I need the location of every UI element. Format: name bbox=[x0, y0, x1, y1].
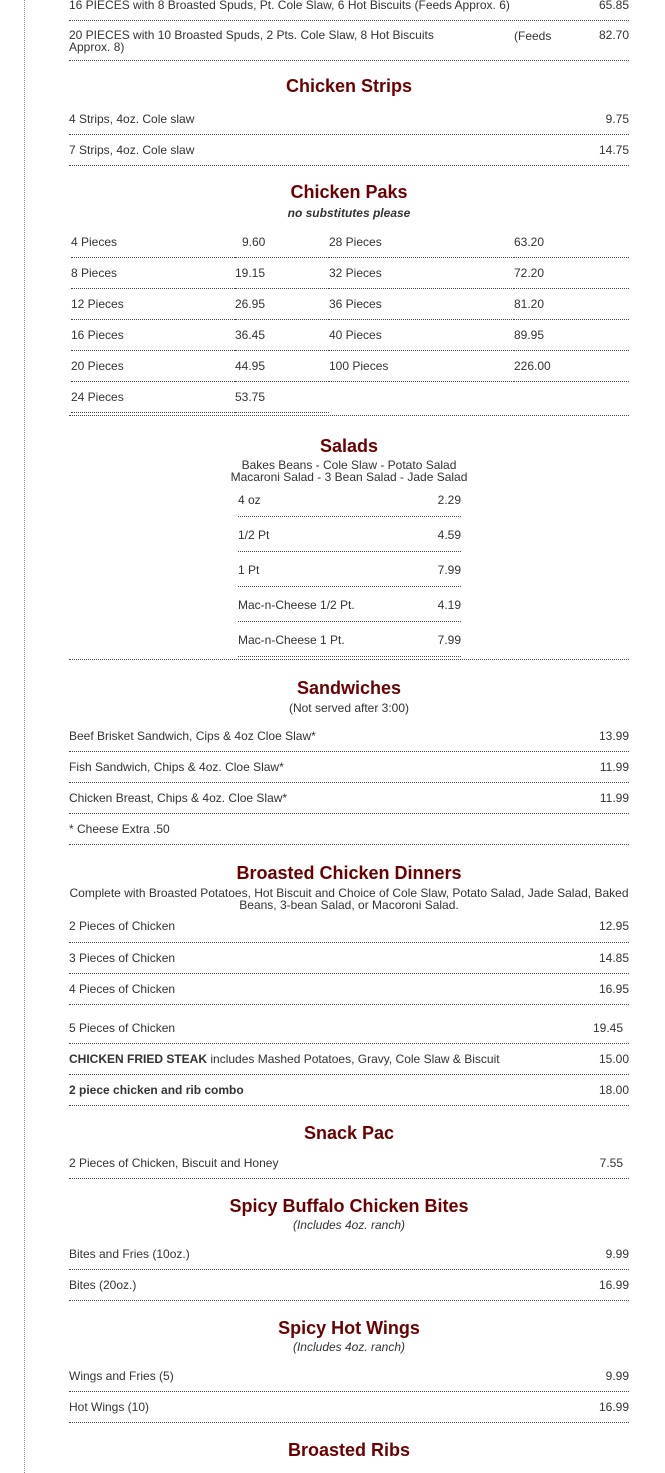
section-divider bbox=[69, 415, 629, 416]
item-name: Hot Wings (10) bbox=[69, 1400, 150, 1414]
menu-item bbox=[69, 721, 629, 752]
section-title-strips: Chicken Strips bbox=[285, 76, 413, 96]
menu-item bbox=[69, 974, 629, 1005]
menu-item bbox=[238, 587, 461, 622]
item-name: 4 oz bbox=[238, 493, 261, 507]
pak-count: 4 Pieces bbox=[71, 227, 235, 258]
pak-count: 12 Pieces bbox=[71, 289, 235, 320]
salad-size-table bbox=[238, 482, 461, 657]
section-title-bites: Spicy Buffalo Chicken Bites bbox=[229, 1196, 469, 1216]
menu-item bbox=[238, 482, 461, 517]
pak-price bbox=[514, 382, 629, 413]
item-price: 7.55 bbox=[599, 1156, 623, 1170]
menu-item bbox=[69, 752, 629, 783]
pak-count: 16 Pieces bbox=[71, 320, 235, 351]
menu-item bbox=[238, 552, 461, 587]
menu-item bbox=[69, 911, 629, 943]
menu-item bbox=[238, 622, 461, 657]
pak-price: 19.15 bbox=[235, 258, 329, 289]
item-name: Bites (20oz.) bbox=[69, 1278, 137, 1292]
item-name: Wings and Fries (5) bbox=[69, 1369, 174, 1383]
item-description: includes Mashed Potatoes, Gravy, Cole Slaw & Biscuit bbox=[207, 1052, 500, 1066]
item-name: 7 Strips, 4oz. Cole slaw bbox=[69, 143, 195, 157]
item-name: 4 Strips, 4oz. Cole slaw bbox=[69, 112, 195, 126]
menu-item bbox=[69, 104, 629, 135]
pak-count: 36 Pieces bbox=[329, 289, 514, 320]
item-price: 11.99 bbox=[599, 760, 629, 774]
menu-item bbox=[69, 1361, 629, 1392]
item-price: 16.99 bbox=[598, 1400, 629, 1414]
menu-item bbox=[69, 1239, 629, 1270]
item-price: 9.99 bbox=[605, 1247, 629, 1261]
section-title-ribs: Broasted Ribs bbox=[287, 1440, 411, 1460]
menu-item bbox=[69, 1075, 629, 1106]
item-price: 4.59 bbox=[437, 528, 461, 542]
item-name: Mac-n-Cheese 1 Pt. bbox=[238, 633, 345, 647]
menu-item bbox=[69, 943, 629, 974]
salad-list-1: Bakes Beans - Cole Slaw - Potato Salad bbox=[241, 458, 457, 472]
item-price: 7.99 bbox=[437, 563, 461, 577]
pak-price: 63.20 bbox=[514, 227, 629, 258]
menu-page bbox=[69, 0, 629, 1461]
item-price: 4.19 bbox=[437, 598, 461, 612]
section-note: no substitutes please bbox=[287, 206, 411, 220]
paks-table bbox=[71, 227, 629, 413]
menu-item bbox=[238, 517, 461, 552]
menu-item bbox=[69, 1148, 629, 1179]
item-name: * Cheese Extra .50 bbox=[69, 822, 170, 836]
item-price: 16.95 bbox=[598, 982, 629, 996]
menu-item bbox=[69, 1005, 629, 1044]
menu-item bbox=[69, 21, 629, 61]
item-price: 12.95 bbox=[598, 919, 629, 933]
item-price: 13.99 bbox=[598, 729, 629, 743]
item-price: 7.99 bbox=[437, 633, 461, 647]
pak-count: 32 Pieces bbox=[329, 258, 514, 289]
item-price: 9.99 bbox=[605, 1369, 629, 1383]
item-price: 14.75 bbox=[598, 143, 629, 157]
item-name: Bites and Fries (10oz.) bbox=[69, 1247, 190, 1261]
item-feeds-2: Approx. 8) bbox=[69, 40, 125, 54]
item-price: 65.85 bbox=[598, 0, 629, 12]
menu-item bbox=[69, 1044, 629, 1075]
item-name: 1 Pt bbox=[238, 563, 260, 577]
item-price: 19.45 bbox=[592, 1021, 623, 1035]
pak-price: 9.60 bbox=[235, 227, 329, 258]
item-name: 16 PIECES with 8 Broasted Spuds, Pt. Cole Slaw, 6 Hot Biscuits (Feeds Approx. 6) bbox=[69, 0, 510, 12]
pak-count bbox=[329, 382, 514, 413]
item-price: 15.00 bbox=[598, 1052, 629, 1066]
pak-price: 26.95 bbox=[235, 289, 329, 320]
section-title-dinners: Broasted Chicken Dinners bbox=[236, 863, 462, 883]
item-name: 1/2 Pt bbox=[238, 528, 270, 542]
item-name: Mac-n-Cheese 1/2 Pt. bbox=[238, 598, 355, 612]
item-name: Beef Brisket Sandwich, Cips & 4oz Cloe Slaw* bbox=[69, 729, 316, 743]
menu-item bbox=[69, 783, 629, 814]
item-name: 2 piece chicken and rib combo bbox=[69, 1083, 244, 1097]
section-note: (Includes 4oz. ranch) bbox=[292, 1340, 406, 1354]
item-name: 2 Pieces of Chicken bbox=[69, 919, 176, 933]
left-margin-rule bbox=[24, 0, 25, 1473]
pak-count: 40 Pieces bbox=[329, 320, 514, 351]
item-name: 2 Pieces of Chicken, Biscuit and Honey bbox=[69, 1156, 279, 1170]
item-price: 2.29 bbox=[437, 493, 461, 507]
section-note: Complete with Broasted Potatoes, Hot Biscuit and Choice of Cole Slaw, Potato Salad, Jade Salad, Baked Beans, 3-bean Salad, or Macoroni Salad. bbox=[69, 886, 629, 912]
item-name: Fish Sandwich, Chips & 4oz. Cloe Slaw* bbox=[69, 760, 284, 774]
item-price: 18.00 bbox=[598, 1083, 629, 1097]
section-title-wings: Spicy Hot Wings bbox=[278, 1318, 420, 1338]
pak-price: 44.95 bbox=[235, 351, 329, 382]
menu-item bbox=[69, 0, 629, 21]
item-name: Chicken Breast, Chips & 4oz. Cloe Slaw* bbox=[69, 791, 288, 805]
item-feeds: (Feeds bbox=[514, 29, 552, 43]
section-note: (Includes 4oz. ranch) bbox=[292, 1218, 406, 1232]
item-name: 20 PIECES with 10 Broasted Spuds, 2 Pts. Cole Slaw, 8 Hot Biscuits bbox=[69, 28, 434, 42]
pak-count: 20 Pieces bbox=[71, 351, 235, 382]
item-price: 14.85 bbox=[598, 951, 629, 965]
pak-count: 100 Pieces bbox=[329, 351, 514, 382]
menu-item bbox=[69, 1392, 629, 1423]
section-title-salads: Salads bbox=[319, 436, 379, 456]
pak-count: 28 Pieces bbox=[329, 227, 514, 258]
pak-price: 89.95 bbox=[514, 320, 629, 351]
item-price: 16.99 bbox=[598, 1278, 629, 1292]
section-title-sandwiches: Sandwiches bbox=[296, 678, 402, 698]
pak-count: 8 Pieces bbox=[71, 258, 235, 289]
pak-price: 72.20 bbox=[514, 258, 629, 289]
section-divider bbox=[69, 659, 629, 660]
section-title-paks: Chicken Paks bbox=[290, 182, 408, 202]
section-title-snack: Snack Pac bbox=[303, 1123, 395, 1143]
item-price: 9.75 bbox=[605, 112, 629, 126]
section-note: (Not served after 3:00) bbox=[288, 701, 410, 715]
salad-list-2: Macaroni Salad - 3 Bean Salad - Jade Salad bbox=[230, 470, 468, 484]
item-name: 5 Pieces of Chicken bbox=[69, 1021, 176, 1035]
item-price: 11.99 bbox=[599, 791, 629, 805]
item-name: 4 Pieces of Chicken bbox=[69, 982, 176, 996]
item-name: CHICKEN FRIED STEAK bbox=[69, 1052, 208, 1066]
pak-count: 24 Pieces bbox=[71, 382, 235, 413]
menu-item bbox=[69, 1270, 629, 1301]
pak-price: 81.20 bbox=[514, 289, 629, 320]
menu-item bbox=[69, 135, 629, 166]
menu-item bbox=[69, 814, 629, 845]
pak-price: 226.00 bbox=[514, 351, 629, 382]
item-name: 3 Pieces of Chicken bbox=[69, 951, 176, 965]
pak-price: 53.75 bbox=[235, 382, 329, 413]
item-price: 82.70 bbox=[598, 28, 629, 42]
pak-price: 36.45 bbox=[235, 320, 329, 351]
